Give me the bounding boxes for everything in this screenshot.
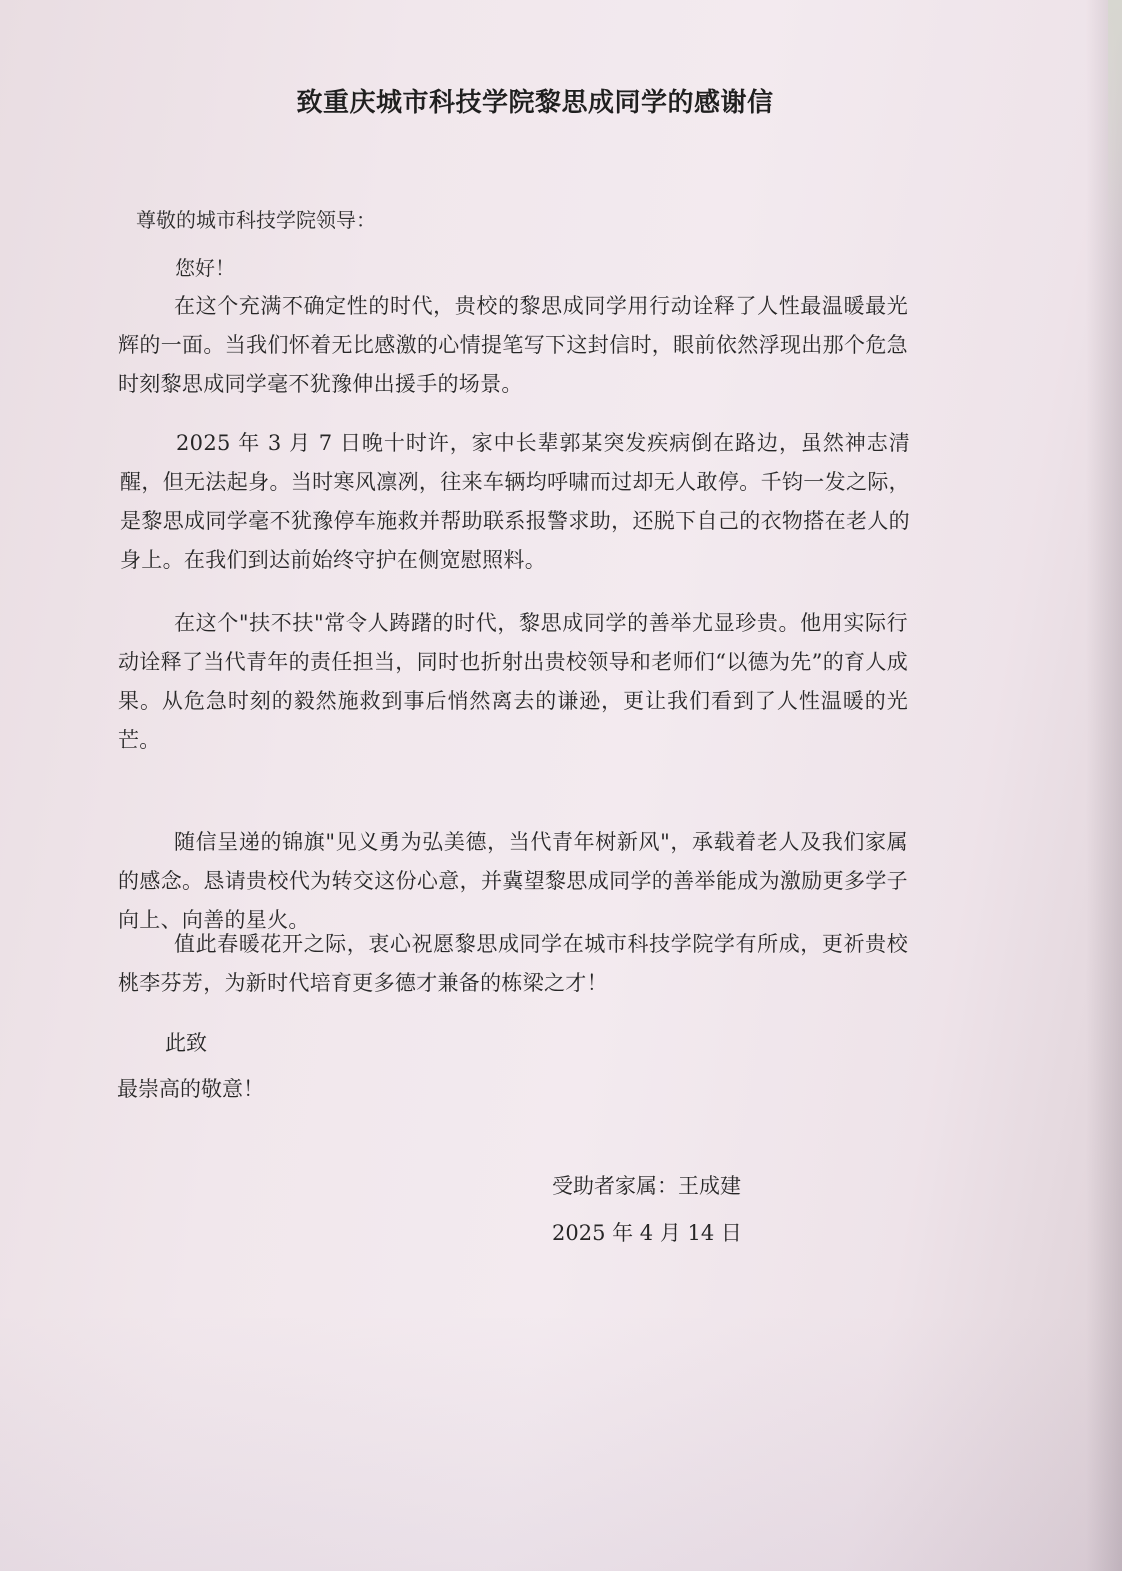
letter-closing-line-2: 最崇高的敬意！	[117, 1077, 264, 1101]
letter-closing-line-1: 此致	[165, 1031, 207, 1055]
letter-title: 致重庆城市科技学院黎思成同学的感谢信	[296, 88, 774, 118]
letter-date: 2025 年 4 月 14 日	[552, 1221, 742, 1245]
letter-paragraph-2: 2025 年 3 月 7 日晚十时许，家中长辈郭某突发疾病倒在路边，虽然神志清醒，但无法起身。当时寒风凛冽，往来车辆均呼啸而过却无人敢停。千钧一发之际，是黎思成同学毫不犹豫停车施救并帮助联系报警求助，还脱下自己的衣物搭在老人的身上。在我们到达前始终守护在侧宽慰照料。	[120, 431, 910, 572]
letter-paragraph-1: 在这个充满不确定性的时代，贵校的黎思成同学用行动诠释了人性最温暖最光辉的一面。当我们怀着无比感激的心情提笔写下这封信时，眼前依然浮现出那个危急时刻黎思成同学毫不犹豫伸出援手的场景。	[118, 294, 908, 396]
letter-salutation: 尊敬的城市科技学院领导：	[136, 208, 376, 232]
letter-signature: 受助者家属：王成建	[552, 1174, 741, 1198]
letter-paragraph-4: 随信呈递的锦旗"见义勇为弘美德，当代青年树新风"，承载着老人及我们家属的感念。恳请贵校代为转交这份心意，并冀望黎思成同学的善举能成为激励更多学子向上、向善的星火。	[118, 830, 908, 932]
letter-paragraph-5: 值此春暖花开之际，衷心祝愿黎思成同学在城市科技学院学有所成，更祈贵校桃李芬芳，为新时代培育更多德才兼备的栋梁之才！	[118, 932, 908, 995]
letter-greeting: 您好！	[175, 256, 235, 280]
letter-paragraph-3: 在这个"扶不扶"常令人踌躇的时代，黎思成同学的善举尤显珍贵。他用实际行动诠释了当代青年的责任担当，同时也折射出贵校领导和老师们“以德为先”的育人成果。从危急时刻的毅然施救到事后悄然离去的谦逊，更让我们看到了人性温暖的光芒。	[118, 611, 908, 752]
